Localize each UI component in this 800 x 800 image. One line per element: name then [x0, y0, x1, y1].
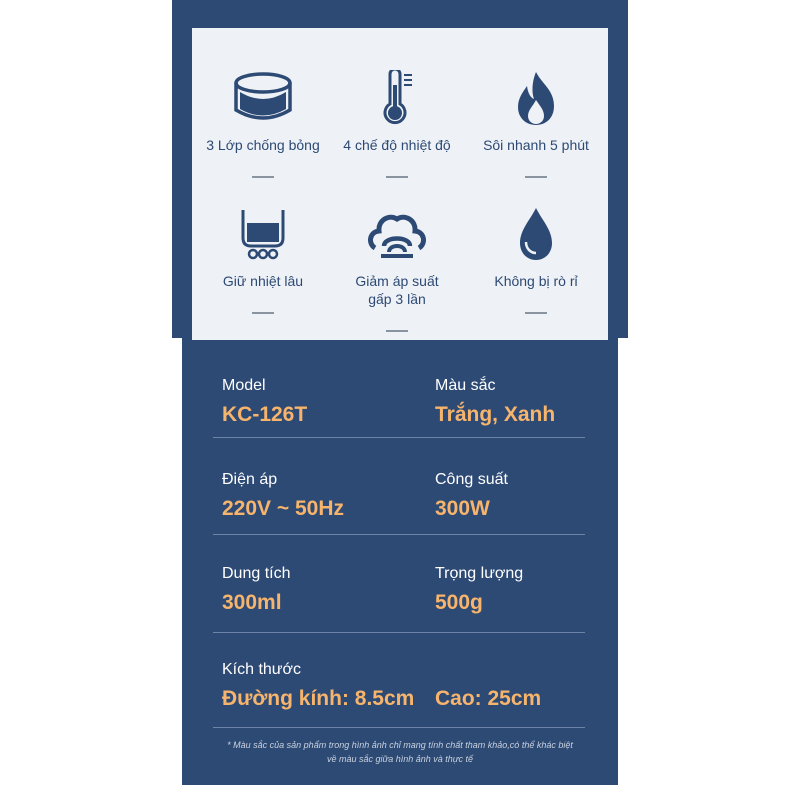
disclaimer-line-2: về màu sắc giữa hình ảnh và thực tế	[327, 754, 473, 764]
feature-label: Không bị rò rỉ	[494, 273, 578, 289]
spec-weight	[435, 564, 523, 616]
spec-label: Trọng lượng	[435, 565, 524, 582]
feature-divider	[252, 312, 274, 314]
spec-label: Kích thước	[222, 661, 302, 678]
spec-value: 220V ~ 50Hz	[222, 497, 345, 520]
spec-model	[222, 376, 307, 428]
spec-value-diameter: Đường kính: 8.5cm	[222, 687, 415, 710]
spec-value: 300ml	[222, 591, 282, 614]
flame-icon	[506, 70, 566, 126]
features-card	[192, 28, 608, 340]
feature-fast-boil	[466, 70, 606, 154]
feature-pressure-reduction	[327, 206, 467, 308]
feature-heat-retention	[193, 206, 333, 290]
right-edge-strip	[618, 338, 628, 785]
spec-divider	[213, 534, 585, 535]
feature-divider	[386, 330, 408, 332]
feature-divider	[525, 176, 547, 178]
feature-divider	[252, 176, 274, 178]
feature-temperature-modes	[327, 70, 467, 154]
feature-label: Giảm áp suất gấp 3 lần	[355, 273, 439, 307]
pressure-reduction-icon	[367, 206, 427, 262]
spec-divider	[213, 437, 585, 438]
disclaimer-note	[200, 738, 600, 766]
spec-divider	[213, 727, 585, 728]
spec-voltage	[222, 470, 344, 522]
feature-leak-proof	[466, 206, 606, 290]
spec-power	[435, 470, 508, 522]
spec-divider	[213, 632, 585, 633]
feature-label: 4 chế độ nhiệt độ	[343, 137, 451, 153]
spec-value: 500g	[435, 591, 483, 614]
water-drop-icon	[506, 206, 566, 262]
spec-value-height: Cao: 25cm	[435, 687, 542, 710]
spec-value: 300W	[435, 497, 490, 520]
spec-value: Trắng, Xanh	[435, 403, 556, 426]
feature-anti-burn	[193, 70, 333, 154]
pot-icon	[233, 70, 293, 126]
spec-label: Màu sắc	[435, 377, 496, 394]
spec-label: Dung tích	[222, 565, 291, 582]
spec-label: Điện áp	[222, 471, 278, 488]
feature-divider	[525, 312, 547, 314]
disclaimer-line-1: * Màu sắc của sản phẩm trong hình ảnh chỉ mang tính chất tham khảo,có thể khác biệt	[227, 740, 573, 750]
spec-label: Công suất	[435, 471, 508, 488]
spec-size	[222, 660, 414, 712]
spec-label: Model	[222, 377, 266, 394]
feature-label: Giữ nhiệt lâu	[222, 273, 304, 289]
spec-color	[435, 376, 555, 428]
thermometer-icon	[367, 70, 427, 126]
spec-size-height	[435, 686, 541, 712]
heat-retention-icon	[233, 206, 293, 262]
spec-capacity	[222, 564, 290, 616]
feature-label: 3 Lớp chống bỏng	[206, 137, 320, 153]
spec-value: KC-126T	[222, 403, 308, 426]
left-edge-strip	[172, 338, 182, 785]
feature-divider	[386, 176, 408, 178]
feature-label: Sôi nhanh 5 phút	[483, 137, 589, 153]
